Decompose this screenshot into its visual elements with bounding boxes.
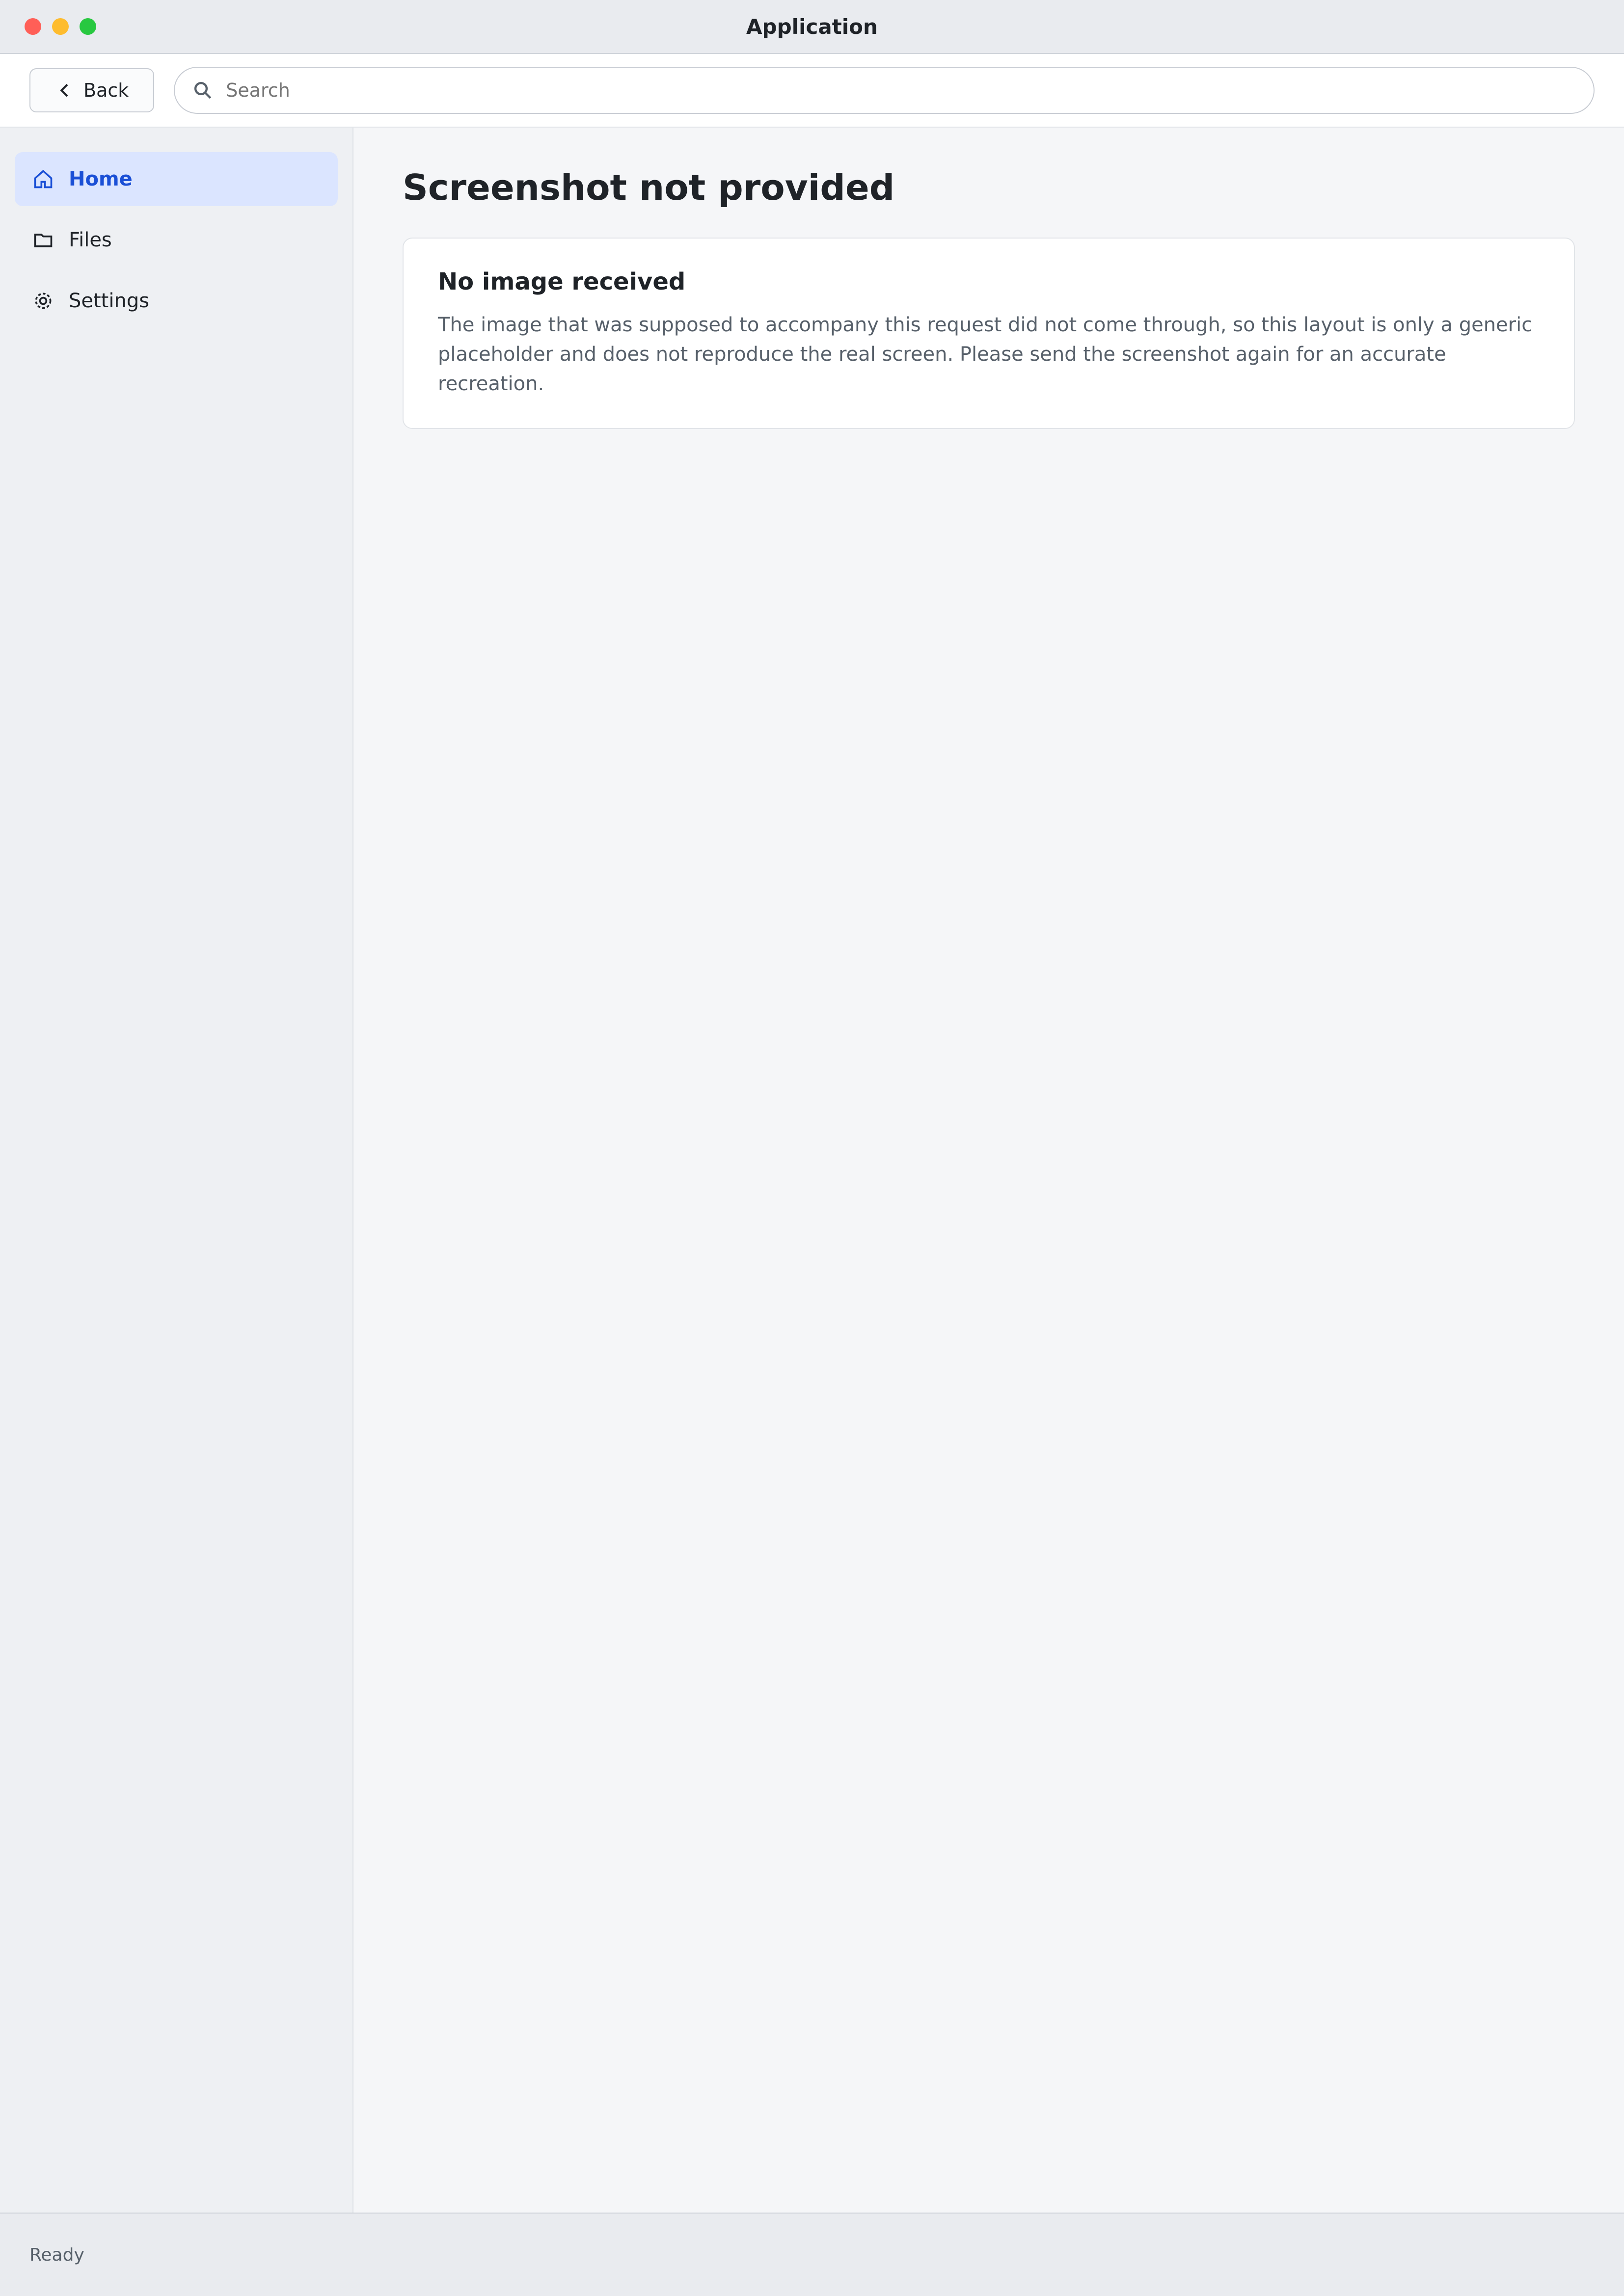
window-titlebar xyxy=(0,0,1624,54)
sidebar-item-label: Settings xyxy=(69,290,150,312)
sidebar-item-settings[interactable] xyxy=(15,274,338,328)
search-box[interactable] xyxy=(174,67,1595,114)
gear-icon xyxy=(32,290,54,312)
sidebar-item-files[interactable] xyxy=(15,213,338,267)
notice-card xyxy=(403,238,1575,429)
window-title: Application xyxy=(746,14,878,39)
minimize-window-button[interactable] xyxy=(52,18,69,35)
back-button[interactable] xyxy=(29,68,154,112)
status-bar xyxy=(0,2213,1624,2296)
arrow-left-icon xyxy=(55,80,75,100)
page-title: Screenshot not provided xyxy=(403,167,895,208)
main-area xyxy=(0,128,1624,2213)
notice-card-title: No image received xyxy=(438,268,686,295)
window-controls xyxy=(25,18,96,35)
content-panel xyxy=(353,128,1624,2213)
search-input[interactable] xyxy=(225,79,1576,102)
close-window-button[interactable] xyxy=(25,18,41,35)
sidebar-item-home[interactable] xyxy=(15,152,338,206)
search-icon xyxy=(192,80,213,101)
home-icon xyxy=(32,168,54,190)
maximize-window-button[interactable] xyxy=(80,18,96,35)
sidebar xyxy=(0,128,353,2213)
toolbar xyxy=(0,54,1624,128)
folder-icon xyxy=(32,229,54,251)
status-text: Ready xyxy=(29,2244,84,2265)
sidebar-item-label: Home xyxy=(69,168,133,190)
sidebar-item-label: Files xyxy=(69,229,112,251)
notice-card-text: The image that was supposed to accompany this request did not come through, so this layout is only a generic placeholder and does not reproduce the real screen. Please send the screenshot again for an accurate recreation. xyxy=(438,314,1533,395)
back-button-label: Back xyxy=(83,80,129,101)
